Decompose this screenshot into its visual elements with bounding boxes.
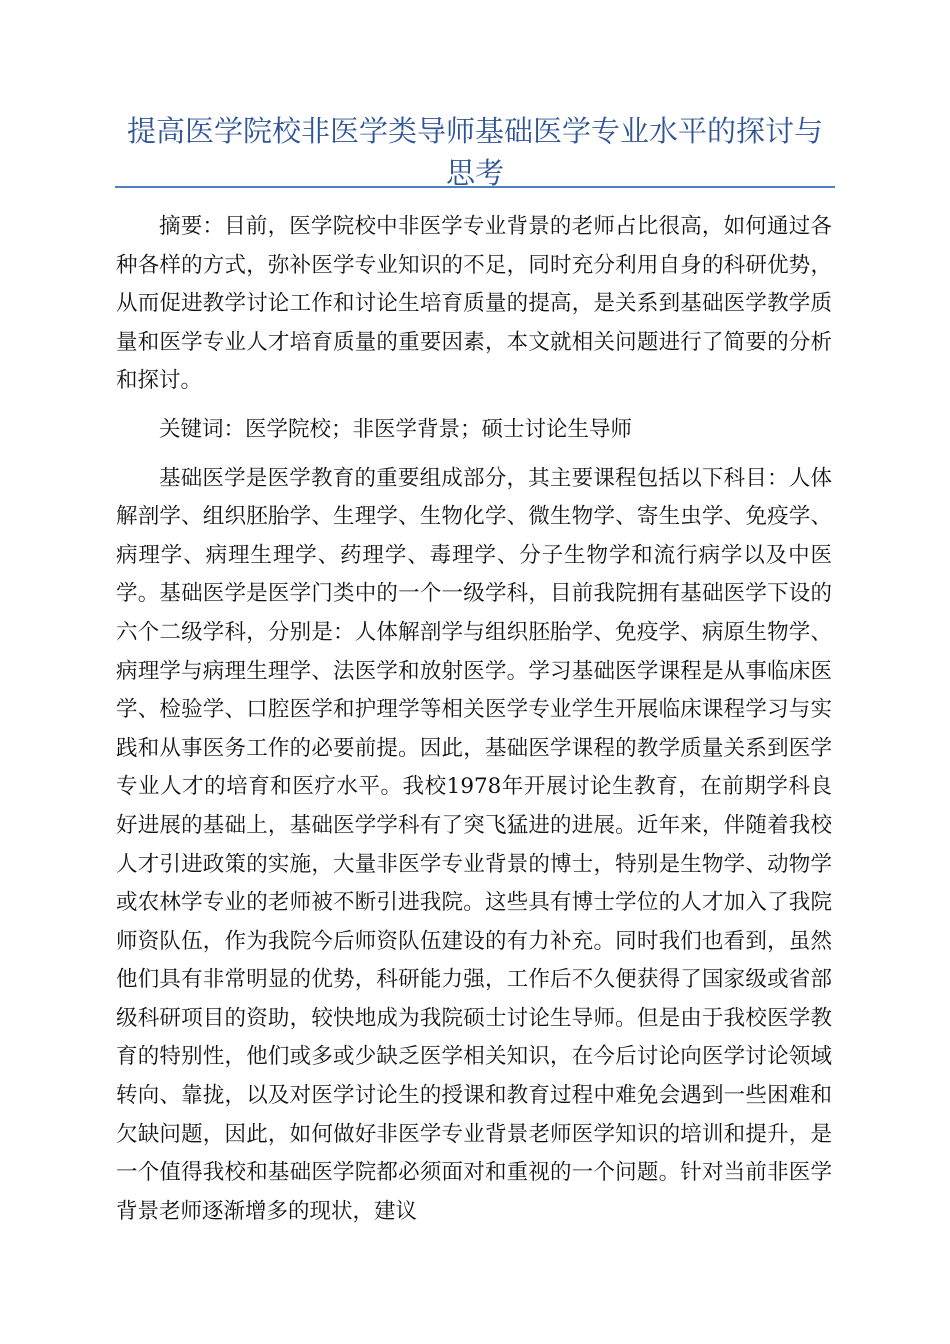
- document-title: 提高医学院校非医学类导师基础医学专业水平的探讨与思考: [126, 114, 823, 190]
- abstract-paragraph: 摘要：目前，医学院校中非医学专业背景的老师占比很高，如何通过各种各样的方式，弥补医学专业知识的不足，同时充分利用自身的科研优势，从而促进教学讨论工作和讨论生培育质量的提高，是关系到基础医学教学质量和医学专业人才培育质量的重要因素，本文就相关问题进行了简要的分析和探讨。: [116, 214, 832, 394]
- keywords-paragraph: 关键词：医学院校；非医学背景；硕士讨论生导师: [159, 416, 633, 442]
- document-body: [116, 208, 832, 1231]
- body-paragraph: 基础医学是医学教育的重要组成部分，其主要课程包括以下科目：人体解剖学、组织胚胎学、生理学、生物化学、微生物学、寄生虫学、免疫学、病理学、病理生理学、药理学、毒理学、分子生物学和流行病学以及中医学。基础医学是医学门类中的一个一级学科，目前我院拥有基础医学下设的六个二级学科，分别是：人体解剖学与组织胚胎学、免疫学、病原生物学、病理学与病理生理学、法医学和放射医学。学习基础医学课程是从事临床医学、检验学、口腔医学和护理学等相关医学专业学生开展临床课程学习与实践和从事医务工作的必要前提。因此，基础医学课程的教学质量关系到医学专业人才的培育和医疗水平。我校1978年开展讨论生教育，在前期学科良好进展的基础上，基础医学学科有了突飞猛进的进展。近年来，伴随着我校人才引进政策的实施，大量非医学专业背景的博士，特别是生物学、动物学或农林学专业的老师被不断引进我院。这些具有博士学位的人才加入了我院师资队伍，作为我院今后师资队伍建设的有力补充。同时我们也看到，虽然他们具有非常明显的优势，科研能力强，工作后不久便获得了国家级或省部级科研项目的资助，较快地成为我院硕士讨论生导师。但是由于我校医学教育的特别性，他们或多或少缺乏医学相关知识，在今后讨论向医学讨论领域转向、靠拢，以及对医学讨论生的授课和教育过程中难免会遇到一些困难和欠缺问题，因此，如何做好非医学专业背景老师医学知识的培训和提升，是一个值得我校和基础医学院都必须面对和重视的一个问题。针对当前非医学背景老师逐渐增多的现状，建议: [116, 465, 832, 1224]
- title-divider: [115, 186, 835, 188]
